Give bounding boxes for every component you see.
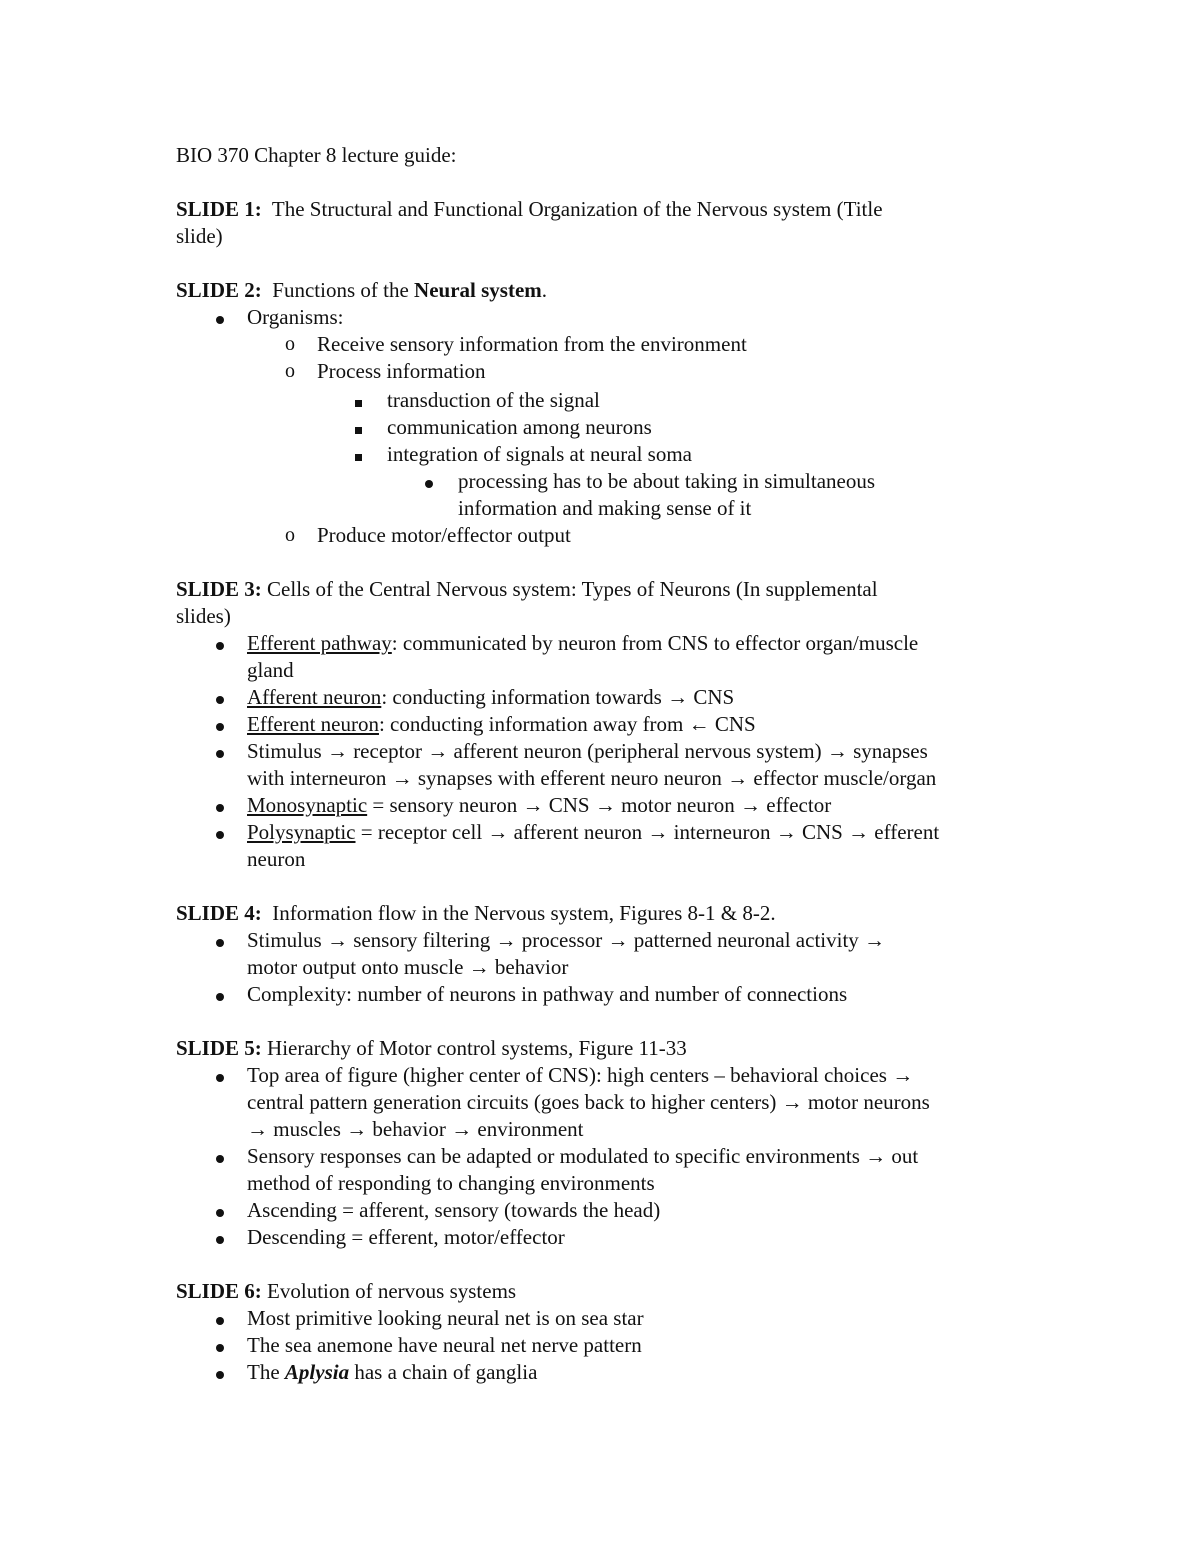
bullet-dot-icon [216, 1143, 224, 1170]
list-item-text: neuron [247, 847, 306, 871]
list-item-text: : conducting information away from ← CNS [378, 712, 756, 736]
list-item [176, 1143, 1056, 1197]
list-item-text: processing has to be about taking in simultaneous [458, 469, 876, 493]
underlined-term: Efferent neuron [247, 712, 379, 736]
bullet-dot-icon [216, 304, 224, 331]
list-item-text: Top area of figure (higher center of CNS): high centers – behavioral choices → [247, 1063, 914, 1087]
list-item-text: The [247, 1360, 280, 1384]
list-item-text: information and making sense of it [458, 496, 752, 520]
bullet-dot-icon [216, 1224, 224, 1251]
bullet-dot-icon [216, 1305, 224, 1332]
slide-title: Information flow in the Nervous system, Figures 8-1 & 8-2. [272, 901, 776, 925]
bullet-dot-icon [216, 630, 224, 657]
list-item-text: has a chain of ganglia [354, 1360, 538, 1384]
slide-6-heading [176, 1278, 1056, 1305]
list-item-text: Receive sensory information from the environment [317, 332, 747, 356]
list-item [176, 792, 1056, 819]
slide-4-heading [176, 900, 1056, 927]
list-item [176, 441, 1056, 468]
slide-label: SLIDE 6: [176, 1279, 262, 1303]
list-item-text: gland [247, 658, 294, 682]
list-item [176, 387, 1056, 414]
list-item [176, 711, 1056, 738]
list-item-text: Sensory responses can be adapted or modulated to specific environments → out [247, 1144, 919, 1168]
list-item-text: Descending = efferent, motor/effector [247, 1225, 565, 1249]
slide-label: SLIDE 5: [176, 1036, 262, 1060]
list-item [176, 738, 1056, 792]
slide-1-heading [176, 196, 1056, 250]
slide-title: Functions of the [272, 278, 409, 302]
list-item [176, 927, 1056, 981]
list-item [176, 819, 1056, 873]
slide-title: Cells of the Central Nervous system: Types of Neurons (In supplemental [267, 577, 878, 601]
slide-label: SLIDE 3: [176, 577, 262, 601]
underlined-term: Efferent pathway [247, 631, 392, 655]
slide-title: slide) [176, 224, 223, 248]
list-item [176, 304, 1056, 331]
list-item-text: = receptor cell → afferent neuron → interneuron → CNS → efferent [355, 820, 940, 844]
bullet-dot-icon [216, 1062, 224, 1089]
list-item-text: Most primitive looking neural net is on sea star [247, 1306, 644, 1330]
slide-title: Evolution of nervous systems [267, 1279, 517, 1303]
list-item [176, 1062, 1056, 1143]
bullet-dot-icon [216, 1197, 224, 1224]
bullet-circle-icon: o [285, 333, 295, 355]
bullet-dot-icon [425, 468, 433, 495]
bullet-square-icon [355, 441, 362, 468]
bullet-dot-icon [216, 1332, 224, 1359]
list-item [176, 630, 1056, 684]
underlined-term: Polysynaptic [247, 820, 356, 844]
slide-2-heading [176, 277, 1056, 304]
slide-5-heading [176, 1035, 1056, 1062]
list-item-text: : conducting information towards → CNS [381, 685, 735, 709]
bullet-dot-icon [216, 981, 224, 1008]
list-item-text: The sea anemone have neural net nerve pattern [247, 1333, 642, 1357]
underlined-term: Afferent neuron [247, 685, 382, 709]
list-item-text: communication among neurons [387, 415, 652, 439]
list-item-text: Process information [317, 359, 486, 383]
list-item [176, 414, 1056, 441]
bullet-dot-icon [216, 792, 224, 819]
slide-title: The Structural and Functional Organization of the Nervous system (Title [271, 197, 883, 221]
list-item-text: with interneuron → synapses with efferent neuro neuron → effector muscle/organ [247, 766, 937, 790]
list-item [176, 684, 1056, 711]
bullet-square-icon [355, 387, 362, 414]
bullet-dot-icon [216, 1359, 224, 1386]
bullet-dot-icon [216, 711, 224, 738]
list-item-text: → muscles → behavior → environment [247, 1117, 584, 1141]
list-item [176, 1305, 1056, 1332]
list-item-text: transduction of the signal [387, 388, 600, 412]
list-item [176, 1197, 1056, 1224]
italic-term: Aplysia [284, 1360, 350, 1384]
bullet-dot-icon [216, 927, 224, 954]
slide-title-punct: . [541, 278, 548, 302]
document-page [176, 142, 1056, 1386]
list-item [176, 1332, 1056, 1359]
list-item [176, 1359, 1056, 1386]
list-item-text: Stimulus → sensory filtering → processor → patterned neuronal activity → [247, 928, 886, 952]
list-item-text: central pattern generation circuits (goes back to higher centers) → motor neurons [247, 1090, 930, 1114]
list-item [176, 1224, 1056, 1251]
list-item [176, 358, 1056, 385]
list-item-text: method of responding to changing environments [247, 1171, 655, 1195]
list-item-text: integration of signals at neural soma [387, 442, 693, 466]
list-item-text: Ascending = afferent, sensory (towards the head) [247, 1198, 661, 1222]
list-item-text: Complexity: number of neurons in pathway and number of connections [247, 982, 848, 1006]
list-item [176, 522, 1056, 549]
bullet-dot-icon [216, 738, 224, 765]
list-item-text: Produce motor/effector output [317, 523, 571, 547]
slide-label: SLIDE 4: [176, 901, 262, 925]
slide-title-bold: Neural system [414, 278, 542, 302]
slide-title: Hierarchy of Motor control systems, Figure 11-33 [267, 1036, 687, 1060]
bullet-square-icon [355, 414, 362, 441]
slide-label: SLIDE 2: [176, 278, 262, 302]
bullet-dot-icon [216, 819, 224, 846]
document-title: BIO 370 Chapter 8 lecture guide: [176, 143, 457, 167]
bullet-dot-icon [216, 684, 224, 711]
bullet-circle-icon: o [285, 360, 295, 382]
list-item-text: motor output onto muscle → behavior [247, 955, 569, 979]
bullet-circle-icon: o [285, 524, 295, 546]
list-item-text: = sensory neuron → CNS → motor neuron → effector [367, 793, 832, 817]
slide-3-heading [176, 576, 1056, 630]
underlined-term: Monosynaptic [247, 793, 368, 817]
list-item-text: Stimulus → receptor → afferent neuron (peripheral nervous system) → synapses [247, 739, 928, 763]
list-item-text: : communicated by neuron from CNS to effector organ/muscle [391, 631, 919, 655]
list-item-text: Organisms: [247, 305, 344, 329]
slide-label: SLIDE 1: [176, 197, 262, 221]
list-item [176, 981, 1056, 1008]
list-item [176, 331, 1056, 358]
list-item [176, 468, 1056, 522]
slide-title: slides) [176, 604, 231, 628]
